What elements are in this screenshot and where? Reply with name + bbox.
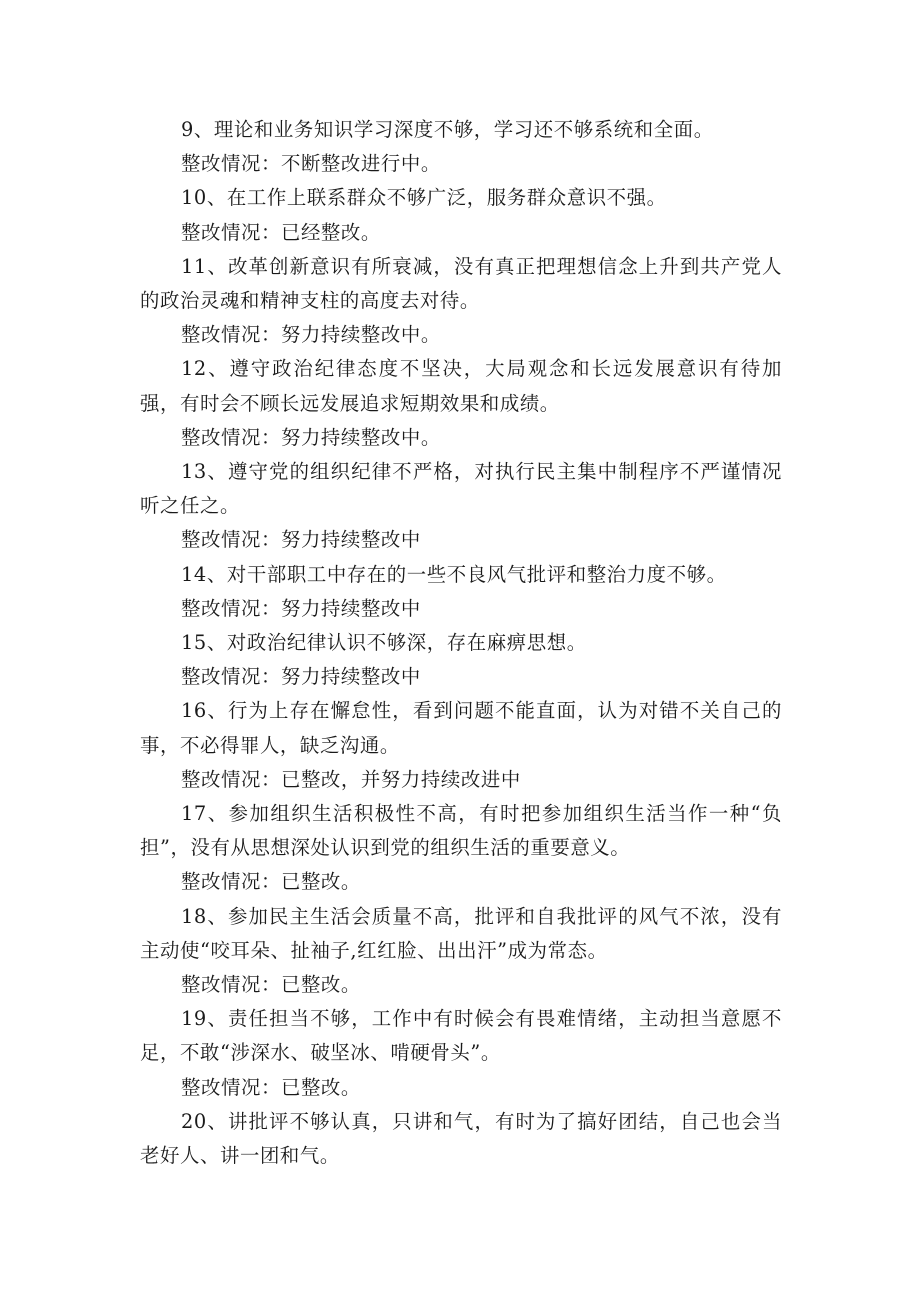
rectification-status: 整改情况：努力持续整改中 (181, 665, 421, 689)
issue-paragraph: 17、参加组织生活积极性不高，有时把参加组织生活当作一种“负担”，没有从思想深处认识到党的组织生活的重要意义。 (140, 802, 782, 860)
rectification-status: 整改情况：已整改，并努力持续改进中 (181, 767, 521, 791)
rectification-status: 整改情况：已整改。 (181, 973, 361, 997)
rectification-status: 整改情况：已整改。 (181, 1075, 361, 1099)
rectification-status: 整改情况：已整改。 (181, 870, 361, 894)
rectification-status: 整改情况：努力持续整改中。 (181, 425, 441, 449)
issue-paragraph: 9、理论和业务知识学习深度不够，学习还不够系统和全面。 (181, 118, 714, 141)
issue-paragraph: 14、对干部职工中存在的一些不良风气批评和整治力度不够。 (181, 562, 727, 586)
issue-paragraph: 13、遵守党的组织纪律不严格，对执行民主集中制程序不严谨情况听之任之。 (140, 460, 782, 518)
rectification-status: 整改情况：努力持续整改中。 (181, 323, 441, 347)
issue-paragraph: 10、在工作上联系群众不够广泛，服务群众意识不强。 (181, 186, 667, 210)
issue-paragraph: 16、行为上存在懈怠性，看到问题不能直面，认为对错不关自己的事，不必得罪人，缺乏沟通。 (140, 699, 782, 757)
rectification-status: 整改情况：不断整改进行中。 (181, 152, 441, 176)
document-body (140, 113, 782, 1173)
issue-paragraph: 20、讲批评不够认真，只讲和气，有时为了搞好团结，自己也会当老好人、讲一团和气。 (140, 1109, 782, 1168)
issue-paragraph: 15、对政治纪律认识不够深，存在麻痹思想。 (181, 631, 587, 655)
issue-paragraph: 11、改革创新意识有所衰减，没有真正把理想信念上升到共产党人的政治灵魂和精神支柱的高度去对待。 (140, 254, 782, 313)
rectification-status: 整改情况：努力持续整改中 (181, 528, 421, 552)
issue-paragraph: 12、遵守政治纪律态度不坚决，大局观念和长远发展意识有待加强，有时会不顾长远发展追求短期效果和成绩。 (140, 357, 782, 415)
rectification-status: 整改情况：已经整改。 (181, 220, 381, 244)
rectification-status: 整改情况：努力持续整改中 (181, 596, 421, 620)
issue-paragraph: 19、责任担当不够，工作中有时候会有畏难情绪，主动担当意愿不足，不敢“涉深水、破坚冰、啃硬骨头”。 (140, 1007, 782, 1065)
issue-paragraph: 18、参加民主生活会质量不高，批评和自我批评的风气不浓，没有主动使“咬耳朵、扯袖子,红红脸、出出汗”成为常态。 (140, 904, 782, 962)
